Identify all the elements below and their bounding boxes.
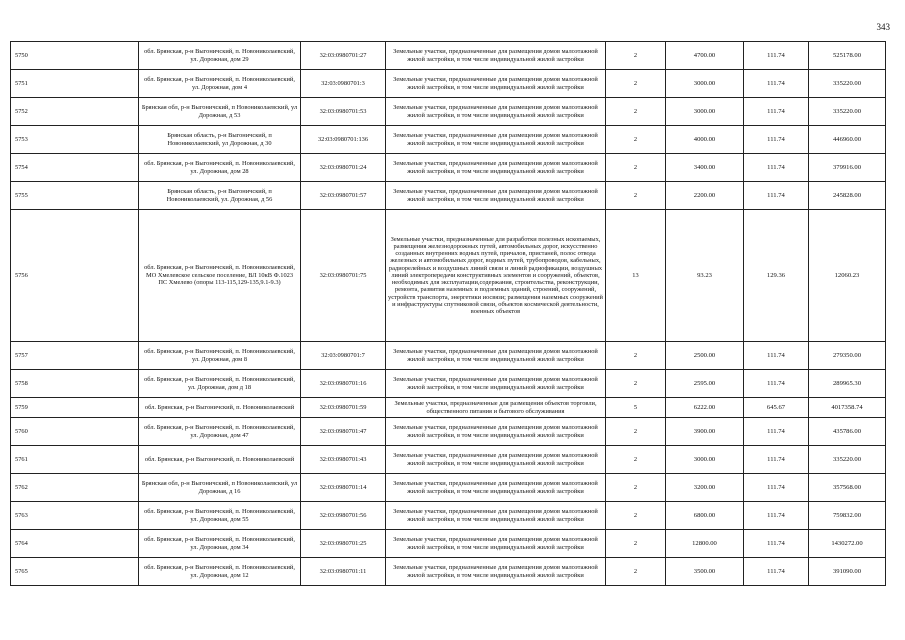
rate-cell: 111.74 xyxy=(744,42,809,70)
cadastral-value-cell: 357568.00 xyxy=(809,474,886,502)
cadastral-number-cell: 32:03:0980701:3 xyxy=(301,70,386,98)
rate-cell: 111.74 xyxy=(744,530,809,558)
table-row xyxy=(11,98,886,126)
table-row xyxy=(11,370,886,398)
rate-cell: 111.74 xyxy=(744,98,809,126)
group-cell: 2 xyxy=(606,418,666,446)
group-cell: 2 xyxy=(606,42,666,70)
address-cell: обл. Брянская, р-н Выгоничский, п. Новониколаевский, ул. Дорожная, дом 47 xyxy=(139,418,301,446)
table-row xyxy=(11,398,886,418)
rate-cell: 111.74 xyxy=(744,446,809,474)
cadastral-number-cell: 32:03:0980701:7 xyxy=(301,342,386,370)
land-use-cell: Земельные участки, предназначенные для размещения домов малоэтажной жилой застройки, в том числе индивидуальной жилой застройки xyxy=(386,446,606,474)
cadastral-value-cell: 435786.00 xyxy=(809,418,886,446)
area-cell: 6222.00 xyxy=(666,398,744,418)
group-cell: 2 xyxy=(606,502,666,530)
land-use-cell: Земельные участки, предназначенные для размещения домов малоэтажной жилой застройки, в том числе индивидуальной жилой застройки xyxy=(386,182,606,210)
area-cell: 6800.00 xyxy=(666,502,744,530)
table-row xyxy=(11,342,886,370)
table-row xyxy=(11,558,886,586)
rate-cell: 111.74 xyxy=(744,370,809,398)
group-cell: 2 xyxy=(606,370,666,398)
table-row xyxy=(11,126,886,154)
cadastral-value-cell: 279350.00 xyxy=(809,342,886,370)
area-cell: 93.23 xyxy=(666,210,744,342)
row-number-cell: 5762 xyxy=(11,474,139,502)
table-row xyxy=(11,182,886,210)
rate-cell: 111.74 xyxy=(744,474,809,502)
area-cell: 12800.00 xyxy=(666,530,744,558)
cadastral-number-cell: 32:03:0980701:56 xyxy=(301,502,386,530)
address-cell: Брянская область, р-н Выгоничский, п Новониколаевский, ул Дорожная, д 30 xyxy=(139,126,301,154)
cadastral-number-cell: 32:03:0980701:43 xyxy=(301,446,386,474)
cadastral-value-cell: 379916.00 xyxy=(809,154,886,182)
land-use-cell: Земельные участки, предназначенные для размещения домов малоэтажной жилой застройки, в том числе индивидуальной жилой застройки xyxy=(386,530,606,558)
row-number-cell: 5750 xyxy=(11,42,139,70)
table-row xyxy=(11,210,886,342)
cadastral-number-cell: 32:03:0980701:25 xyxy=(301,530,386,558)
rate-cell: 645.67 xyxy=(744,398,809,418)
rate-cell: 111.74 xyxy=(744,182,809,210)
row-number-cell: 5752 xyxy=(11,98,139,126)
table-body xyxy=(11,42,886,586)
table-row xyxy=(11,154,886,182)
row-number-cell: 5757 xyxy=(11,342,139,370)
cadastral-value-cell: 335220.00 xyxy=(809,70,886,98)
cadastral-value-cell: 4017358.74 xyxy=(809,398,886,418)
group-cell: 2 xyxy=(606,98,666,126)
land-use-cell: Земельные участки, предназначенные для размещения домов малоэтажной жилой застройки, в том числе индивидуальной жилой застройки xyxy=(386,342,606,370)
land-use-cell: Земельные участки, предназначенные для размещения домов малоэтажной жилой застройки, в том числе индивидуальной жилой застройки xyxy=(386,502,606,530)
area-cell: 4000.00 xyxy=(666,126,744,154)
rate-cell: 111.74 xyxy=(744,342,809,370)
address-cell: Брянская обл, р-н Выгоничский, п Новониколаевский, ул Дорожная, д 53 xyxy=(139,98,301,126)
land-use-cell: Земельные участки, предназначенные для размещения домов малоэтажной жилой застройки, в том числе индивидуальной жилой застройки xyxy=(386,42,606,70)
address-cell: обл. Брянская, р-н Выгоничский, п. Новониколаевский, ул. Дорожная, дом 12 xyxy=(139,558,301,586)
cadastral-number-cell: 32:03:0980701:11 xyxy=(301,558,386,586)
row-number-cell: 5755 xyxy=(11,182,139,210)
rate-cell: 111.74 xyxy=(744,502,809,530)
cadastral-number-cell: 32:03:0980701:16 xyxy=(301,370,386,398)
area-cell: 3000.00 xyxy=(666,446,744,474)
land-use-cell: Земельные участки, предназначенные для размещения домов малоэтажной жилой застройки, в том числе индивидуальной жилой застройки xyxy=(386,418,606,446)
address-cell: обл. Брянская, р-н Выгоничский, п. Новониколаевский, МО Хмелевское сельское поселение, ВЛ 10кВ Ф.1023 ПС Хмелево (опоры 113-115,129-135,9.1-9.3) xyxy=(139,210,301,342)
address-cell: обл. Брянская, р-н Выгоничский, п. Новониколаевский, ул. Дорожная, дом 29 xyxy=(139,42,301,70)
area-cell: 3000.00 xyxy=(666,98,744,126)
table-row xyxy=(11,530,886,558)
row-number-cell: 5751 xyxy=(11,70,139,98)
land-use-cell: Земельные участки, предназначенные для разработки полезных ископаемых, размещения железнодорожных путей, автомобильных дорог, искусственно созданных внутренних водных путей, причалов, пристаней, полос отвода железных и автомобильных дорог, водных путей, трубопроводов, кабельных, радиорелейных и воздушных линий связи и линий радиофикации, воздушных линий электропередачи конструктивных элементов и сооружений, объектов, необходимых для эксплуатации,содержания, строительства, реконструкции, ремонта, развития наземных и подземных зданий, строений, сооружений, устройств транспорта, энергетики иосвязи; размещения наземных сооружений и инфраструктуры спутниковой связи, объектов космической деятельности, военных объектов xyxy=(386,210,606,342)
address-cell: Брянская обл, р-н Выгоничский, п Новониколаевский, ул Дорожная, д 16 xyxy=(139,474,301,502)
table-row xyxy=(11,418,886,446)
table-row xyxy=(11,502,886,530)
row-number-cell: 5761 xyxy=(11,446,139,474)
table-row xyxy=(11,446,886,474)
land-use-cell: Земельные участки, предназначенные для размещения домов малоэтажной жилой застройки, в том числе индивидуальной жилой застройки xyxy=(386,70,606,98)
cadastral-number-cell: 32:03:0980701:53 xyxy=(301,98,386,126)
cadastral-value-cell: 1430272.00 xyxy=(809,530,886,558)
area-cell: 3900.00 xyxy=(666,418,744,446)
land-use-cell: Земельные участки, предназначенные для размещения домов малоэтажной жилой застройки, в том числе индивидуальной жилой застройки xyxy=(386,154,606,182)
row-number-cell: 5754 xyxy=(11,154,139,182)
land-use-cell: Земельные участки, предназначенные для размещения домов малоэтажной жилой застройки, в том числе индивидуальной жилой застройки xyxy=(386,474,606,502)
group-cell: 2 xyxy=(606,154,666,182)
cadastral-value-cell: 335220.00 xyxy=(809,446,886,474)
address-cell: Брянская область, р-н Выгоничский, п Новониколаевский, ул. Дорожная, д 56 xyxy=(139,182,301,210)
land-use-cell: Земельные участки, предназначенные для размещения домов малоэтажной жилой застройки, в том числе индивидуальной жилой застройки xyxy=(386,126,606,154)
cadastral-number-cell: 32:03:0980701:47 xyxy=(301,418,386,446)
table-row xyxy=(11,70,886,98)
rate-cell: 111.74 xyxy=(744,70,809,98)
table-row xyxy=(11,42,886,70)
address-cell: обл. Брянская, р-н Выгоничский, п. Новониколаевский, ул. Дорожная, дом д 18 xyxy=(139,370,301,398)
address-cell: обл. Брянская, р-н Выгоничский, п. Новониколаевский xyxy=(139,398,301,418)
rate-cell: 129.36 xyxy=(744,210,809,342)
cadastral-value-cell: 289965.30 xyxy=(809,370,886,398)
area-cell: 3000.00 xyxy=(666,70,744,98)
row-number-cell: 5765 xyxy=(11,558,139,586)
table-row xyxy=(11,474,886,502)
land-use-cell: Земельные участки, предназначенные для размещения домов малоэтажной жилой застройки, в том числе индивидуальной жилой застройки xyxy=(386,370,606,398)
land-use-cell: Земельные участки, предназначенные для размещения домов малоэтажной жилой застройки, в том числе индивидуальной жилой застройки xyxy=(386,558,606,586)
area-cell: 4700.00 xyxy=(666,42,744,70)
cadastral-number-cell: 32:03:0980701:27 xyxy=(301,42,386,70)
address-cell: обл. Брянская, р-н Выгоничский, п. Новониколаевский, ул. Дорожная, дом 28 xyxy=(139,154,301,182)
address-cell: обл. Брянская, р-н Выгоничский, п. Новониколаевский, ул. Дорожная, дом 55 xyxy=(139,502,301,530)
page-number: 343 xyxy=(876,22,890,32)
address-cell: обл. Брянская, р-н Выгоничский, п. Новониколаевский, ул. Дорожная, дом 8 xyxy=(139,342,301,370)
cadastral-value-cell: 525178.00 xyxy=(809,42,886,70)
cadastral-number-cell: 32:03:0980701:24 xyxy=(301,154,386,182)
group-cell: 5 xyxy=(606,398,666,418)
row-number-cell: 5756 xyxy=(11,210,139,342)
group-cell: 2 xyxy=(606,342,666,370)
group-cell: 2 xyxy=(606,70,666,98)
row-number-cell: 5753 xyxy=(11,126,139,154)
group-cell: 2 xyxy=(606,126,666,154)
area-cell: 2200.00 xyxy=(666,182,744,210)
cadastral-number-cell: 32:03:0980701:136 xyxy=(301,126,386,154)
group-cell: 2 xyxy=(606,182,666,210)
row-number-cell: 5758 xyxy=(11,370,139,398)
row-number-cell: 5763 xyxy=(11,502,139,530)
group-cell: 2 xyxy=(606,530,666,558)
rate-cell: 111.74 xyxy=(744,418,809,446)
group-cell: 2 xyxy=(606,474,666,502)
cadastral-number-cell: 32:03:0980701:57 xyxy=(301,182,386,210)
row-number-cell: 5759 xyxy=(11,398,139,418)
area-cell: 2500.00 xyxy=(666,342,744,370)
cadastral-number-cell: 32:03:0980701:59 xyxy=(301,398,386,418)
rate-cell: 111.74 xyxy=(744,558,809,586)
address-cell: обл. Брянская, р-н Выгоничский, п. Новониколаевский, ул. Дорожная, дом 34 xyxy=(139,530,301,558)
cadastral-value-cell: 391090.00 xyxy=(809,558,886,586)
row-number-cell: 5760 xyxy=(11,418,139,446)
cadastral-value-cell: 335220.00 xyxy=(809,98,886,126)
group-cell: 13 xyxy=(606,210,666,342)
area-cell: 3200.00 xyxy=(666,474,744,502)
group-cell: 2 xyxy=(606,558,666,586)
rate-cell: 111.74 xyxy=(744,154,809,182)
cadastral-value-cell: 759832.00 xyxy=(809,502,886,530)
rate-cell: 111.74 xyxy=(744,126,809,154)
cadastral-value-cell: 446960.00 xyxy=(809,126,886,154)
cadastral-value-cell: 12060.23 xyxy=(809,210,886,342)
land-use-cell: Земельные участки, предназначенные для размещения объектов торговли, общественного питания и бытового обслуживания xyxy=(386,398,606,418)
group-cell: 2 xyxy=(606,446,666,474)
area-cell: 3500.00 xyxy=(666,558,744,586)
cadastral-number-cell: 32:03:0980701:75 xyxy=(301,210,386,342)
cadastral-value-cell: 245828.00 xyxy=(809,182,886,210)
area-cell: 2595.00 xyxy=(666,370,744,398)
address-cell: обл. Брянская, р-н Выгоничский, п. Новониколаевский xyxy=(139,446,301,474)
land-cadastre-table xyxy=(10,41,886,586)
area-cell: 3400.00 xyxy=(666,154,744,182)
cadastral-number-cell: 32:03:0980701:14 xyxy=(301,474,386,502)
address-cell: обл. Брянская, р-н Выгоничский, п. Новониколаевский, ул. Дорожная, дом 4 xyxy=(139,70,301,98)
land-use-cell: Земельные участки, предназначенные для размещения домов малоэтажной жилой застройки, в том числе индивидуальной жилой застройки xyxy=(386,98,606,126)
row-number-cell: 5764 xyxy=(11,530,139,558)
